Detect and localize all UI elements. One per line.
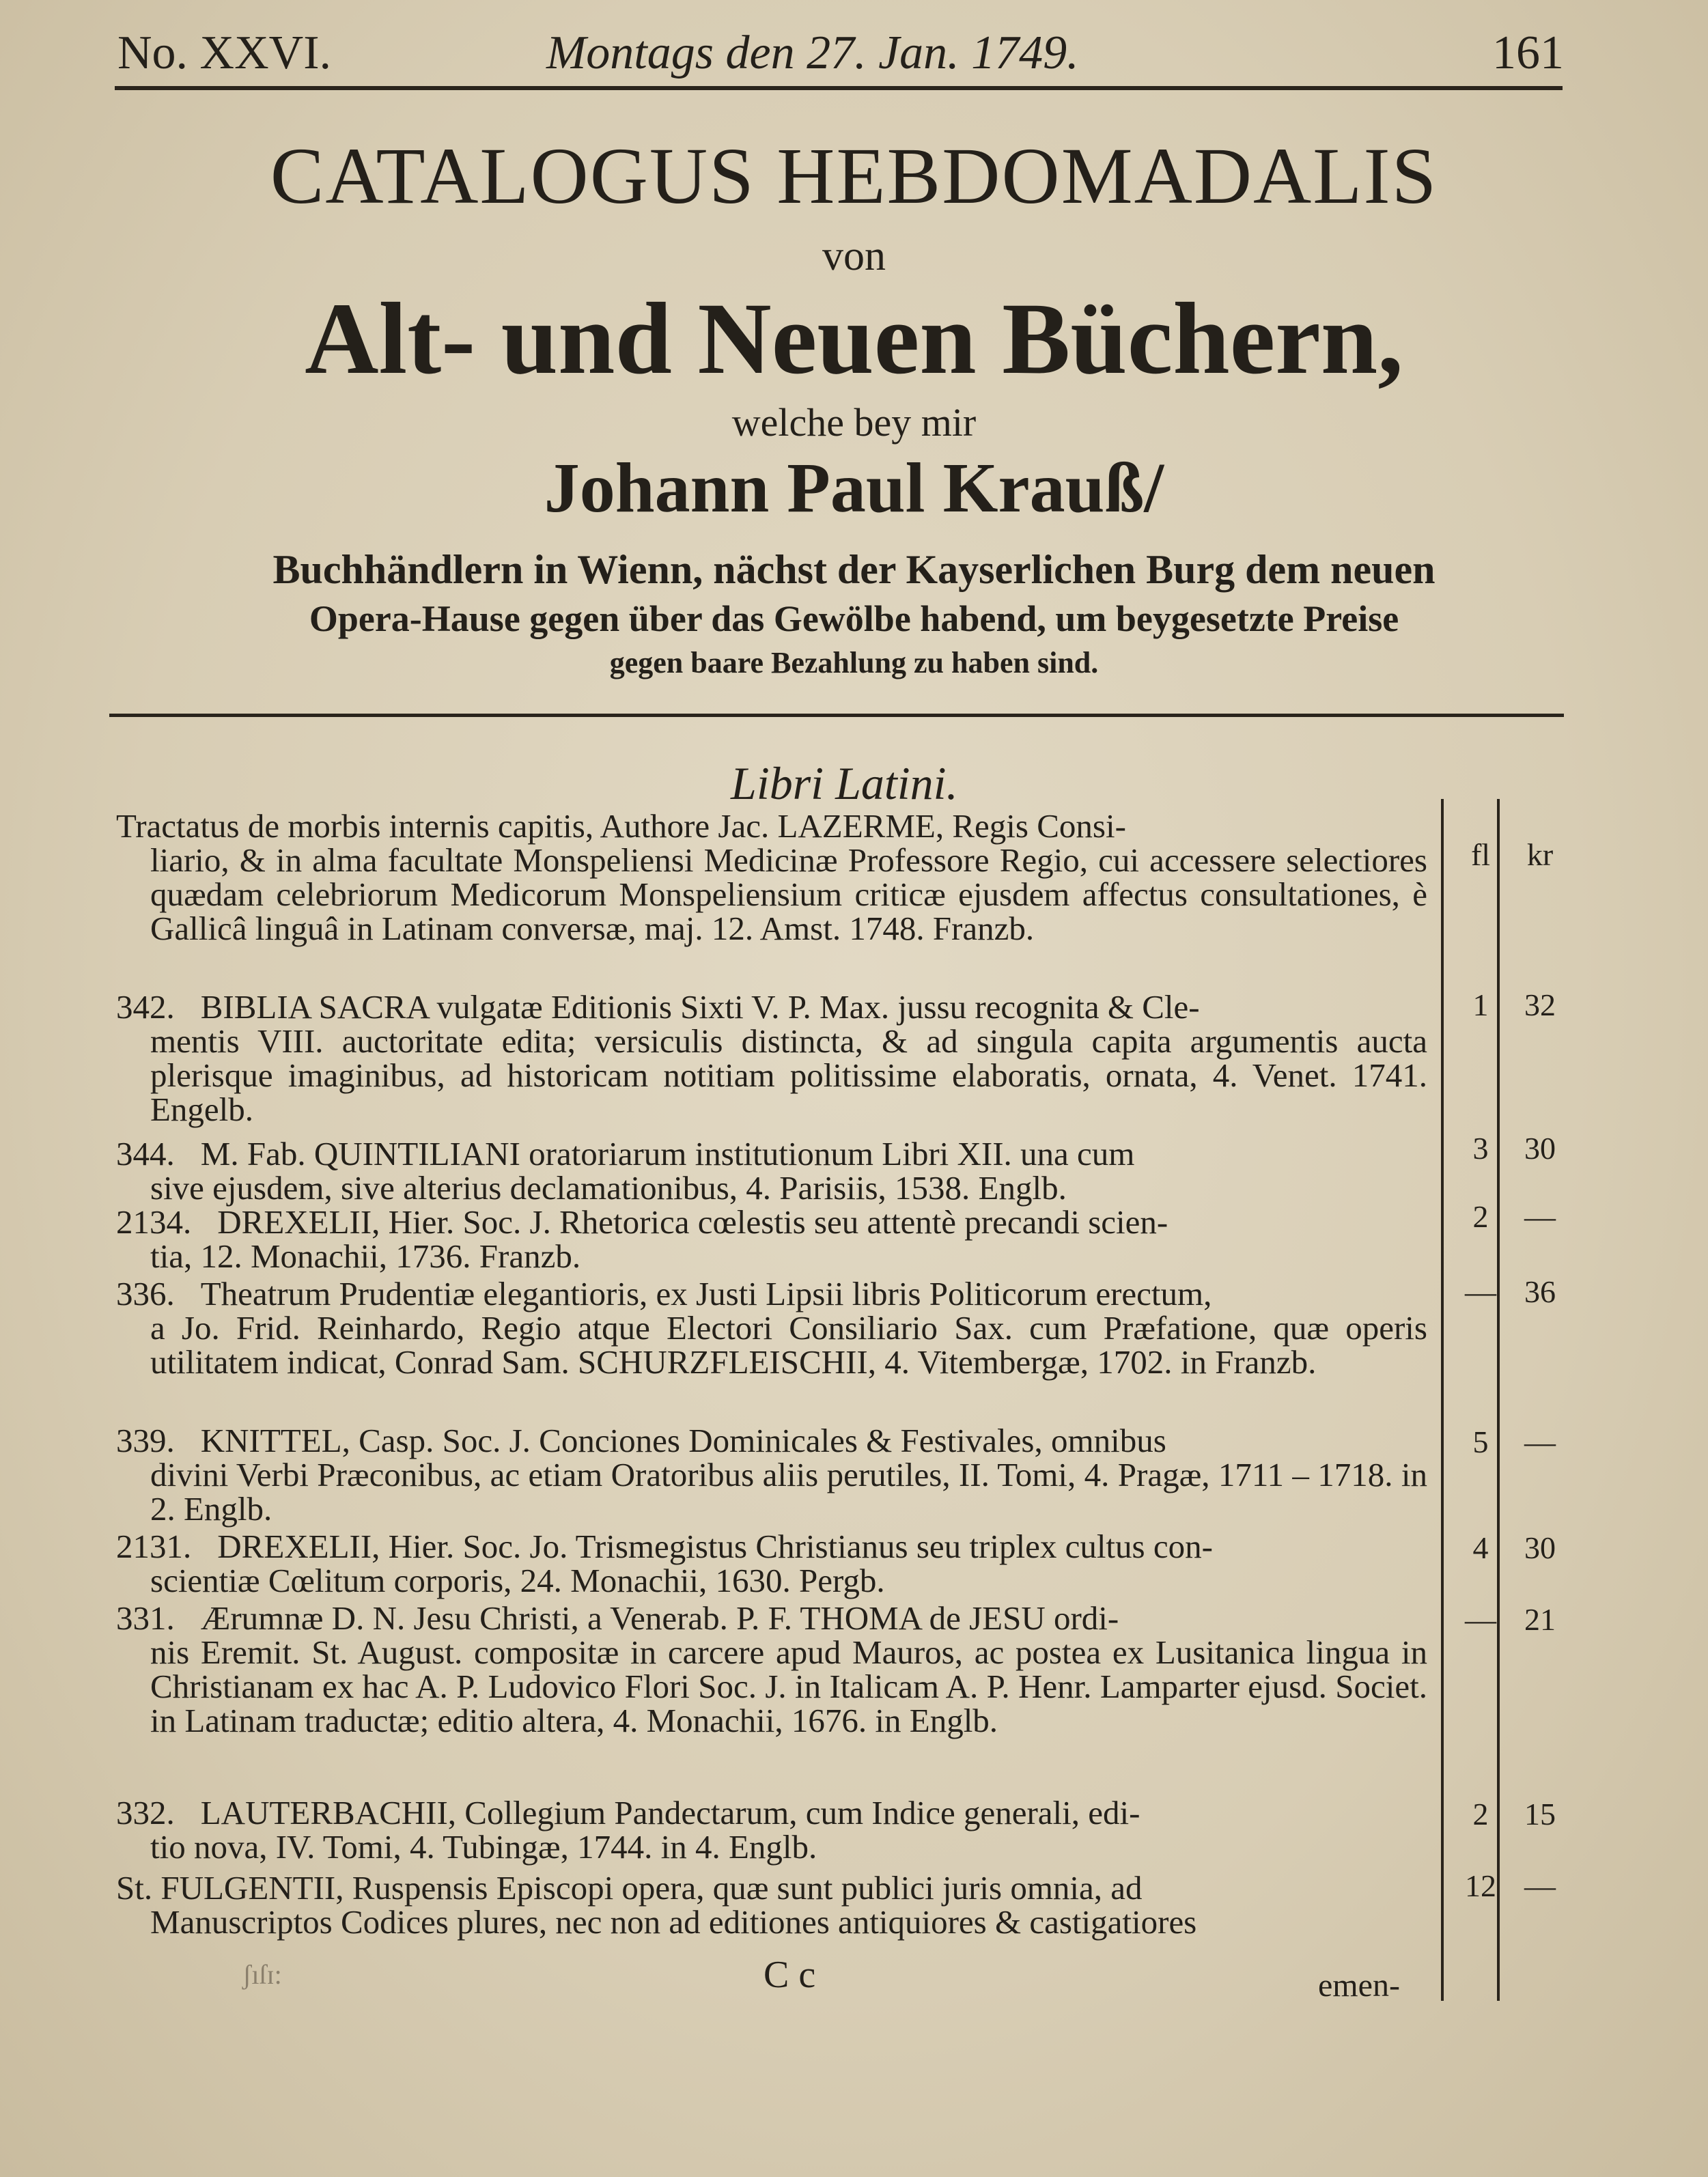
title-rule [109,714,1564,717]
price-kr: 21 [1524,1602,1556,1637]
price-kr: 30 [1524,1131,1556,1166]
entry-body: tia, 12. Monachii, 1736. Franzb. [150,1237,581,1275]
price-kr: — [1524,1868,1556,1903]
catchword: emen- [1318,1967,1400,2004]
address-line-1: Buchhändlern in Wienn, nächst der Kayserlichen Burg dem neuen [272,547,1436,592]
entry-body: Manuscriptos Codices plures, nec non ad editiones antiquiores & castigatiores [150,1903,1197,1941]
entry-body: sive ejusdem, sive alterius declamationibus, 4. Parisiis, 1538. Englb. [150,1169,1067,1207]
price-kr: 30 [1524,1530,1556,1565]
header-rule [115,86,1563,90]
entry-first-line: DREXELII, Hier. Soc. J. Rhetorica cœlestis seu attentè precandi scien- [217,1203,1168,1241]
price-kr: 15 [1524,1797,1556,1831]
list-item [116,1871,1427,1939]
entry-first-line: St. FULGENTII, Ruspensis Episcopi opera, quæ sunt publici juris omnia, ad [116,1869,1143,1907]
entry-body: liario, & in alma facultate Monspeliensi Medicinæ Professore Regio, cui accessere selectiores quædam celebriorum Medicorum Monspeliensium criticæ ejusdem affectus consultationes, è Gallicâ linguâ in Latinam conversæ, maj. 12. Amst. 1748. Franzb. [150,841,1427,947]
issue-date: Montags den 27. Jan. 1749. [546,27,1079,79]
price-kr: — [1524,1424,1556,1459]
list-item [116,809,1427,946]
list-item [116,1205,1427,1274]
column-header-kr: kr [1526,837,1554,872]
entry-body: scientiæ Cœlitum corporis, 24. Monachii, 1630. Pergb. [150,1562,885,1599]
list-item [116,1796,1427,1864]
entry-body: divini Verbi Præconibus, ac etiam Oratoribus aliis perutiles, II. Tomi, 4. Pragæ, 1711 – 1718. in 2. Englb. [150,1456,1427,1528]
entry-number: 339. [116,1422,175,1459]
price-kr: 32 [1524,987,1556,1022]
list-item [116,1424,1427,1526]
list-item [116,990,1427,1127]
entry-body: a Jo. Frid. Reinhardo, Regio atque Electori Consiliario Sax. cum Præfatione, quæ operis utilitatem indicat, Conrad Sam. SCHURZFLEISCHII, 4. Vitembergæ, 1702. in Franzb. [150,1309,1427,1381]
page-number: 161 [1492,27,1564,79]
price-column-divider [1441,799,1444,2001]
issue-number: No. XXVI. [117,27,332,79]
price-fl: 3 [1472,1131,1489,1166]
section-heading: Libri Latini. [731,757,958,809]
price-fl: 1 [1472,987,1489,1022]
title-von: von [822,233,886,279]
entry-number: 336. [116,1275,175,1312]
entry-number: 344. [116,1135,175,1172]
entry-number: 2131. [116,1528,192,1565]
catalogue-title: CATALOGUS HEBDOMADALIS [270,131,1438,221]
price-fl: 5 [1472,1424,1489,1459]
bookseller-name: Johann Paul Krauß/ [544,449,1164,527]
entry-first-line: DREXELII, Hier. Soc. Jo. Trismegistus Christianus seu triplex cultus con- [217,1528,1213,1565]
entry-first-line: Tractatus de morbis internis capitis, Authore Jac. LAZERME, Regis Consi- [116,807,1126,845]
price-fl: — [1465,1602,1496,1637]
entry-body: nis Eremit. St. August. compositæ in carcere apud Mauros, ac postea ex Lusitanica lingua in Christianam ex hac A. P. Ludovico Flori Soc. J. in Italicam A. P. Henr. Lamparter ejusd. Societ. in Latinam traductæ; editio altera, 4. Monachii, 1676. in Englb. [150,1633,1427,1739]
price-fl: 12 [1465,1868,1496,1903]
list-item [116,1530,1427,1598]
address-line-3: gegen baare Bezahlung zu haben sind. [609,646,1099,679]
entry-first-line: LAUTERBACHII, Collegium Pandectarum, cum Indice generali, edi- [200,1794,1140,1831]
entry-first-line: Ærumnæ D. N. Jesu Christi, a Venerab. P. F. THOMA de JESU ordi- [200,1599,1119,1637]
entry-first-line: BIBLIA SACRA vulgatæ Editionis Sixti V. P. Max. jussu recognita & Cle- [200,988,1200,1026]
entry-body: tio nova, IV. Tomi, 4. Tubingæ, 1744. in 4. Englb. [150,1828,817,1866]
title-welche: welche bey mir [731,400,977,445]
address-line-2: Opera-Hause gegen über das Gewölbe habend, um beygesetzte Preise [309,598,1399,639]
entry-first-line: KNITTEL, Casp. Soc. J. Conciones Dominicales & Festivales, omnibus [200,1422,1166,1459]
list-item [116,1601,1427,1738]
bleed-through-text: ʃıſɪ: [242,1959,282,1990]
entry-number: 332. [116,1794,175,1831]
price-fl: 2 [1472,1797,1489,1831]
entry-number: 331. [116,1599,175,1637]
list-item [116,1137,1427,1205]
column-header-fl: fl [1470,837,1491,872]
price-fl: 2 [1472,1199,1489,1234]
price-kr: 36 [1524,1274,1556,1309]
signature-mark: C c [764,1954,816,1996]
entry-first-line: Theatrum Prudentiæ elegantioris, ex Justi Lipsii libris Politicorum erectum, [200,1275,1212,1312]
entry-first-line: M. Fab. QUINTILIANI oratoriarum institutionum Libri XII. una cum [200,1135,1135,1172]
entry-number: 2134. [116,1203,192,1241]
entry-number: 342. [116,988,175,1026]
title-books: Alt- und Neuen Büchern, [305,282,1403,395]
price-fl: 4 [1472,1530,1489,1565]
price-fl: — [1465,1274,1496,1309]
list-item [116,1277,1427,1379]
price-kr: — [1524,1199,1556,1234]
entry-body: mentis VIII. auctoritate edita; versiculis distincta, & ad singula capita argumentis aucta plerisque imaginibus, ad historicam notitiam politissime elaboratis, ornata, 4. Venet. 1741. Engelb. [150,1022,1427,1128]
